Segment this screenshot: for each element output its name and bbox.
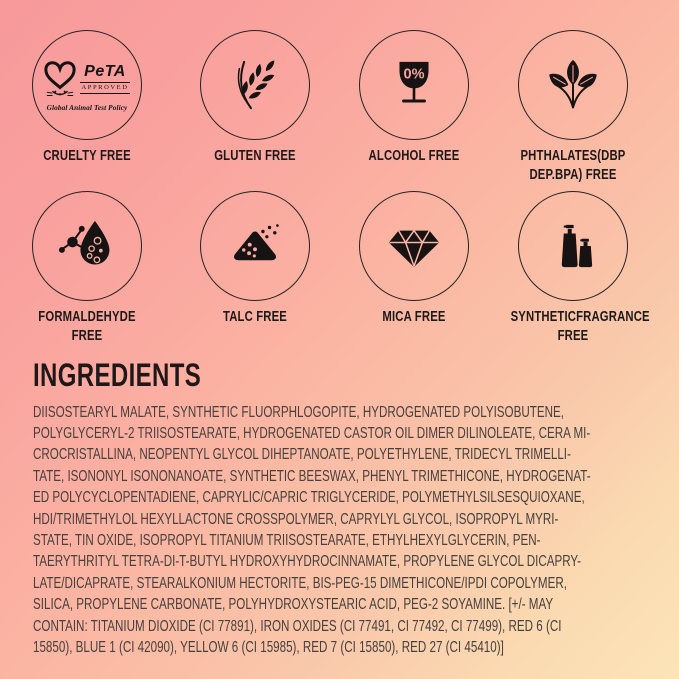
peta-approved-logo [43, 58, 131, 112]
ingredients-line: 15850), BLUE 1 (CI 42090), YELLOW 6 (CI 15985), RED 7 (CI 15850), RED 27 (CI 45410)] [33, 639, 504, 657]
diamond-icon [379, 211, 449, 281]
badge-label: ALCOHOL FREE [368, 148, 460, 164]
badge-mica-free [334, 191, 494, 327]
badge-gluten-free [175, 30, 335, 166]
ingredients-line: TAERYTHRITYL TETRA-DI-T-BUTYL HYDROXYHYDROCINNAMATE, PROPYLENE GLYCOL DICAPRY- [33, 553, 581, 571]
peta-approved-text: APPROVED [80, 82, 129, 94]
badge-circle [200, 30, 310, 140]
badge-circle [518, 30, 628, 140]
ingredients-line: LATE/DICAPRATE, STEARALKONIUM HECTORITE, BIS-PEG-15 DIMETHICONE/IPDI COPOLYMER, [33, 574, 567, 592]
powder-pile-icon [222, 213, 288, 279]
badge-label: MICA FREE [382, 309, 446, 325]
plant-leaves-icon [540, 52, 606, 118]
badge-circle [359, 191, 469, 301]
ingredients-line: CROCRISTALLINA, NEOPENTYL GLYCOL DIHEPTANOATE, POLYETHYLENE, TRIDECYL TRIMELLI- [33, 446, 571, 464]
badge-phthalates-free [493, 30, 653, 185]
zero-percent-text: 0% [403, 66, 425, 83]
peta-bunny-heart-icon [44, 58, 76, 100]
badge-circle [518, 191, 628, 301]
badge-label: CRUELTY FREE [43, 148, 131, 164]
ingredients-line: SILICA, PROPYLENE CARBONATE, POLYHYDROXYSTEARIC ACID, PEG-2 SOYAMINE. [+/- MAY [33, 596, 554, 614]
badge-circle [32, 30, 142, 140]
ingredients-line: HDI/TRIMETHYLOL HEXYLLACTONE CROSSPOLYMER, CAPRYLYL GLYCOL, ISOPROPYL MYRI- [33, 510, 559, 528]
ingredients-line: TATE, ISONONYL ISONONANOATE, SYNTHETIC BEESWAX, PHENYL TRIMETHICONE, HYDROGENAT- [33, 467, 591, 485]
badge-synthetic-fragrance-free [493, 191, 653, 346]
badge-label: PHTHALATES(DBP DEP.BPA) FREE [520, 148, 626, 183]
ingredients-section [33, 359, 679, 659]
badge-label: TALC FREE [222, 309, 288, 325]
ingredients-line: ED POLYCYCLOPENTADIENE, CAPRYLIC/CAPRIC TRIGLYCERIDE, POLYMETHYLSILSESQUIOXANE, [33, 489, 585, 507]
ingredients-line: STATE, TIN OXIDE, ISOPROPYL TITANIUM TRIISOSTEARATE, ETHYLHEXYLGLYCERIN, PEN- [33, 532, 541, 550]
ingredients-line: CONTAIN: TITANIUM DIOXIDE (CI 77891), IRON OXIDES (CI 77491, CI 77492, CI 77499), RED 6 (CI [33, 617, 562, 635]
ingredients-title: INGREDIENTS [33, 357, 202, 393]
badge-alcohol-free [334, 30, 494, 166]
badge-cruelty-free [7, 30, 167, 166]
wheat-icon [221, 51, 289, 119]
ingredients-line: DIISOSTEARYL MALATE, SYNTHETIC FLUORPHLOGOPITE, HYDROGENATED POLYISOBUTENE, [33, 403, 564, 421]
spray-bottles-icon [540, 213, 606, 279]
badge-formaldehyde-free [7, 191, 167, 346]
peta-brand: PeTA [84, 63, 126, 81]
ingredients-line: POLYGLYCERYL-2 TRIISOSTEARATE, HYDROGENATED CASTOR OIL DIMER DILINOLEATE, CERA MI- [33, 425, 591, 443]
badge-circle [200, 191, 310, 301]
badge-label: FORMALDEHYDE FREE [38, 309, 136, 344]
badge-talc-free [175, 191, 335, 327]
badge-label: GLUTEN FREE [214, 148, 296, 164]
peta-policy-text: Global Animal Test Policy [46, 103, 128, 112]
badge-circle [32, 191, 142, 301]
wine-glass-icon [381, 52, 447, 118]
droplet-molecule-icon [54, 213, 120, 279]
badge-circle [359, 30, 469, 140]
badge-label: SYNTHETICFRAGRANCE FREE [510, 309, 650, 344]
